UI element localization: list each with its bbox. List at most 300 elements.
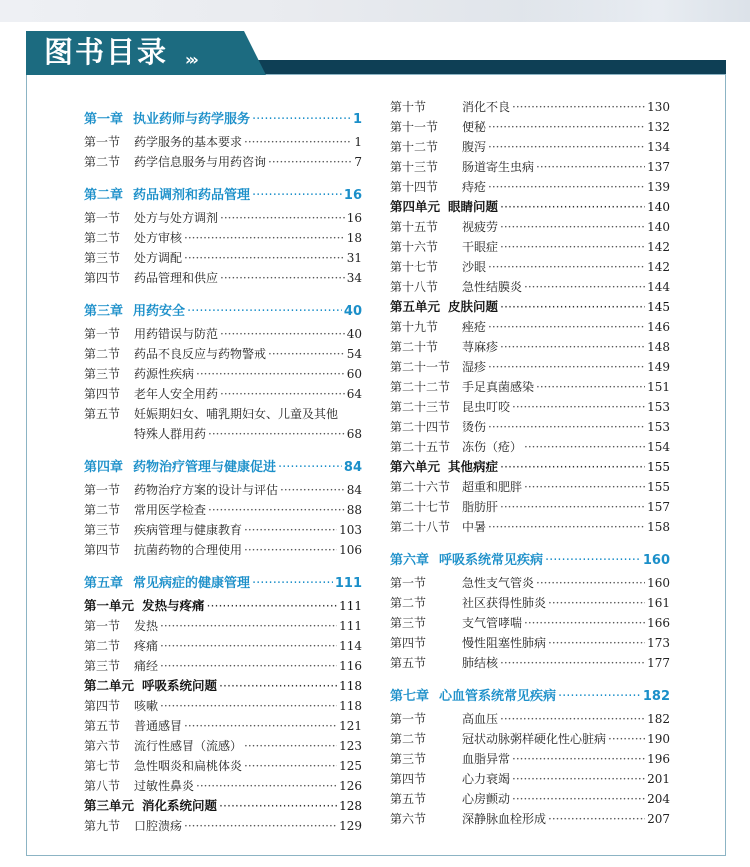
toc-entry[interactable]	[390, 137, 670, 157]
section-page: 121	[339, 719, 362, 733]
toc-entry[interactable]	[390, 477, 670, 497]
leader-dots	[524, 437, 645, 457]
section-number: 第十八节	[390, 280, 439, 294]
leader-dots	[536, 377, 645, 397]
toc-entry[interactable]	[390, 157, 670, 177]
section-number: 第二节	[84, 639, 121, 653]
section-page: 134	[647, 140, 670, 154]
leader-dots	[244, 520, 337, 540]
section-number: 第一节	[84, 211, 121, 225]
section-title: 肺结核	[462, 656, 499, 670]
leader-dots	[488, 137, 645, 157]
section-title: 流行性感冒（流感）	[134, 739, 243, 753]
leader-dots	[220, 384, 345, 404]
section-page: 153	[647, 400, 670, 414]
section-number: 第九节	[84, 819, 121, 833]
toc-entry[interactable]	[84, 500, 362, 520]
section-number: 第四节	[390, 772, 427, 786]
toc-entry[interactable]	[390, 97, 670, 117]
chapter-number: 第四章	[84, 460, 124, 475]
leader-dots	[252, 184, 342, 208]
leader-dots	[545, 549, 641, 573]
section-number: 第十四节	[390, 180, 439, 194]
toc-entry[interactable]	[84, 208, 362, 228]
section-number: 第二十四节	[390, 420, 451, 434]
section-title: 昆虫叮咬	[462, 400, 511, 414]
section-number: 第二节	[390, 732, 427, 746]
section-number: 第三节	[84, 367, 121, 381]
section-number: 第二十二节	[390, 380, 451, 394]
leader-dots	[608, 729, 645, 749]
top-gradient-bar	[0, 0, 750, 22]
unit-4[interactable]	[390, 197, 670, 217]
section-title: 普通感冒	[134, 719, 183, 733]
unit-6[interactable]	[390, 457, 670, 477]
section-number: 第二十一节	[390, 360, 451, 374]
section-title: 支气管哮喘	[462, 616, 523, 630]
leader-dots	[219, 676, 337, 696]
section-title: 药品管理和供应	[134, 271, 219, 285]
chevrons-icon: ›››	[185, 50, 196, 69]
toc-entry[interactable]	[84, 616, 362, 636]
section-page: 132	[647, 120, 670, 134]
section-number: 第十七节	[390, 260, 439, 274]
unit-page: 140	[647, 200, 670, 214]
section-title: 处方调配	[134, 251, 183, 265]
leader-dots	[500, 653, 645, 673]
section-page: 207	[647, 812, 670, 826]
section-title: 视疲劳	[462, 220, 499, 234]
section-page: 111	[339, 619, 362, 633]
section-number: 第三节	[84, 523, 121, 537]
leader-dots	[244, 736, 337, 756]
leader-dots	[160, 636, 337, 656]
leader-dots	[488, 517, 645, 537]
section-number: 第四节	[84, 543, 121, 557]
section-title: 消化不良	[462, 100, 511, 114]
leader-dots	[244, 132, 352, 152]
section-page: 34	[346, 271, 362, 285]
section-page: 31	[346, 251, 362, 265]
leader-dots	[512, 769, 645, 789]
toc-entry[interactable]	[84, 520, 362, 540]
leader-dots	[187, 300, 342, 324]
chapter-6[interactable]	[390, 549, 670, 573]
section-title: 脂肪肝	[462, 500, 499, 514]
toc-entry[interactable]	[84, 228, 362, 248]
unit-number: 第三单元	[84, 798, 135, 813]
toc-entry[interactable]	[84, 268, 362, 288]
leader-dots	[500, 217, 645, 237]
section-title: 发热	[134, 619, 159, 633]
toc-left-column	[84, 108, 362, 836]
leader-dots	[488, 177, 645, 197]
section-number: 第三节	[390, 752, 427, 766]
leader-dots	[548, 633, 645, 653]
section-page: 157	[647, 500, 670, 514]
unit-title: 皮肤问题	[448, 299, 499, 314]
section-number: 第三节	[390, 616, 427, 630]
section-number: 第二节	[390, 596, 427, 610]
section-title: 痔疮	[462, 180, 487, 194]
chapter-4[interactable]	[84, 456, 362, 480]
section-title: 腹泻	[462, 140, 487, 154]
chapter-5[interactable]	[84, 572, 362, 596]
toc-entry[interactable]	[390, 277, 670, 297]
section-page: 118	[339, 699, 362, 713]
section-title: 湿疹	[462, 360, 487, 374]
section-title: 干眼症	[462, 240, 499, 254]
toc-entry[interactable]	[84, 816, 362, 836]
section-title: 冻伤（疮）	[462, 440, 523, 454]
section-title: 心房颤动	[462, 792, 511, 806]
section-number: 第二十三节	[390, 400, 451, 414]
leader-dots	[278, 456, 342, 480]
section-page: 155	[647, 480, 670, 494]
section-page: 64	[346, 387, 362, 401]
toc-entry[interactable]	[390, 593, 670, 613]
section-number: 第一节	[390, 712, 427, 726]
section-page: 18	[346, 231, 362, 245]
leader-dots	[512, 397, 645, 417]
toc-entry[interactable]	[84, 384, 362, 404]
section-title: 抗菌药物的合理使用	[134, 543, 243, 557]
section-title: 处方审核	[134, 231, 183, 245]
unit-1[interactable]	[84, 596, 362, 616]
leader-dots	[488, 117, 645, 137]
leader-dots	[280, 480, 345, 500]
toc-entry[interactable]	[390, 237, 670, 257]
section-page: 7	[354, 155, 362, 169]
section-number: 第四节	[84, 387, 121, 401]
section-title: 口腔溃疡	[134, 819, 183, 833]
unit-number: 第四单元	[390, 199, 441, 214]
toc-entry[interactable]	[390, 809, 670, 829]
leader-dots	[548, 809, 645, 829]
leader-dots	[196, 776, 337, 796]
section-title: 咳嗽	[134, 699, 159, 713]
section-page: 182	[647, 712, 670, 726]
section-title: 血脂异常	[462, 752, 511, 766]
section-number: 第二十七节	[390, 500, 451, 514]
section-page: 148	[647, 340, 670, 354]
leader-dots	[184, 228, 345, 248]
unit-number: 第五单元	[390, 299, 441, 314]
section-page: 154	[647, 440, 670, 454]
unit-3[interactable]	[84, 796, 362, 816]
section-number: 第一节	[84, 483, 121, 497]
section-number: 第一节	[84, 135, 121, 149]
leader-dots	[524, 477, 645, 497]
section-title: 药物治疗方案的设计与评估	[134, 483, 279, 497]
chapter-3[interactable]	[84, 300, 362, 324]
leader-dots	[500, 337, 645, 357]
leader-dots	[208, 424, 345, 444]
unit-number: 第六单元	[390, 459, 441, 474]
toc-entry[interactable]	[390, 257, 670, 277]
leader-dots	[160, 656, 337, 676]
section-page: 103	[339, 523, 362, 537]
chapter-page: 160	[642, 553, 670, 568]
section-page: 160	[647, 576, 670, 590]
chapter-number: 第六章	[390, 553, 430, 568]
section-title: 老年人安全用药	[134, 387, 219, 401]
section-title: 痛经	[134, 659, 159, 673]
section-title: 肠道寄生虫病	[462, 160, 535, 174]
section-number: 第三节	[84, 659, 121, 673]
leader-dots	[252, 572, 333, 596]
toc-entry[interactable]	[84, 736, 362, 756]
leader-dots	[500, 197, 645, 217]
toc-entry[interactable]	[390, 357, 670, 377]
section-number: 第五节	[84, 719, 121, 733]
section-page: 201	[647, 772, 670, 786]
section-page: 84	[346, 483, 362, 497]
toc-entry[interactable]	[390, 117, 670, 137]
toc-entry[interactable]	[84, 540, 362, 560]
chapter-number: 第二章	[84, 188, 124, 203]
section-title: 手足真菌感染	[462, 380, 535, 394]
section-title: 慢性阻塞性肺病	[462, 636, 547, 650]
chapter-2[interactable]	[84, 184, 362, 208]
chapter-page: 16	[343, 188, 362, 203]
toc-entry[interactable]	[390, 437, 670, 457]
section-page: 125	[339, 759, 362, 773]
unit-number: 第二单元	[84, 678, 135, 693]
unit-5[interactable]	[390, 297, 670, 317]
unit-number: 第一单元	[84, 598, 135, 613]
toc-entry[interactable]	[390, 749, 670, 769]
leader-dots	[524, 277, 645, 297]
section-number: 第二十节	[390, 340, 439, 354]
leader-dots	[160, 616, 337, 636]
chapter-page: 111	[334, 576, 362, 591]
leader-dots	[208, 500, 345, 520]
leader-dots	[524, 613, 645, 633]
chapter-page: 182	[642, 689, 670, 704]
section-title: 沙眼	[462, 260, 487, 274]
toc-entry[interactable]	[84, 480, 362, 500]
section-title: 超重和肥胖	[462, 480, 523, 494]
section-title: 心力衰竭	[462, 772, 511, 786]
toc-entry[interactable]	[390, 217, 670, 237]
section-number: 第五节	[84, 407, 121, 421]
section-number: 第四节	[84, 699, 121, 713]
toc-entry[interactable]	[390, 789, 670, 809]
section-page: 173	[647, 636, 670, 650]
toc-entry[interactable]	[390, 337, 670, 357]
section-number: 第五节	[390, 792, 427, 806]
section-page: 144	[647, 280, 670, 294]
section-page: 106	[339, 543, 362, 557]
chapter-number: 第五章	[84, 576, 124, 591]
section-page: 161	[647, 596, 670, 610]
section-page: 151	[647, 380, 670, 394]
section-page: 114	[339, 639, 362, 653]
section-title: 疾病管理与健康教育	[134, 523, 243, 537]
leader-dots	[184, 248, 345, 268]
section-page: 140	[647, 220, 670, 234]
section-title: 急性咽炎和扁桃体炎	[134, 759, 243, 773]
section-number: 第一节	[84, 327, 121, 341]
section-page: 129	[339, 819, 362, 833]
section-title: 处方与处方调剂	[134, 211, 219, 225]
page-title: 图书目录	[44, 35, 169, 69]
section-page: 204	[647, 792, 670, 806]
unit-title: 呼吸系统问题	[142, 678, 218, 693]
unit-title: 发热与疼痛	[142, 598, 205, 613]
chapter-number: 第三章	[84, 304, 124, 319]
section-title: 疼痛	[134, 639, 159, 653]
section-title: 烫伤	[462, 420, 487, 434]
toc-entry[interactable]	[390, 633, 670, 653]
unit-page: 111	[339, 599, 362, 613]
toc-entry[interactable]	[84, 636, 362, 656]
chapter-number: 第一章	[84, 112, 124, 127]
leader-dots	[220, 324, 345, 344]
leader-dots	[268, 152, 352, 172]
chapter-page: 84	[343, 460, 362, 475]
toc-entry[interactable]	[390, 497, 670, 517]
section-title: 冠状动脉粥样硬化性心脏病	[462, 732, 607, 746]
section-title: 过敏性鼻炎	[134, 779, 195, 793]
chapter-title: 心血管系统常见疾病	[439, 689, 557, 704]
section-page: 126	[339, 779, 362, 793]
section-page: 88	[346, 503, 362, 517]
section-number: 第二节	[84, 231, 121, 245]
leader-dots	[488, 417, 645, 437]
toc-entry[interactable]	[390, 653, 670, 673]
section-title: 药学服务的基本要求	[134, 135, 243, 149]
toc-entry[interactable]	[84, 132, 362, 152]
leader-dots	[548, 593, 645, 613]
toc-entry[interactable]	[390, 417, 670, 437]
toc-entry[interactable]	[390, 729, 670, 749]
unit-page: 155	[647, 460, 670, 474]
section-title: 痤疮	[462, 320, 487, 334]
leader-dots	[196, 364, 345, 384]
section-title: 中暑	[462, 520, 487, 534]
leader-dots	[268, 344, 345, 364]
toc-entry[interactable]	[390, 177, 670, 197]
section-page: 68	[346, 427, 362, 441]
toc-entry[interactable]	[84, 324, 362, 344]
section-page: 139	[647, 180, 670, 194]
toc-entry[interactable]	[390, 517, 670, 537]
toc-entry[interactable]	[84, 696, 362, 716]
toc-entry[interactable]	[84, 344, 362, 364]
leader-dots	[220, 268, 345, 288]
toc-entry[interactable]	[84, 404, 362, 424]
toc-entry-continuation[interactable]	[84, 424, 362, 444]
section-number: 第十五节	[390, 220, 439, 234]
section-title: 深静脉血栓形成	[462, 812, 547, 826]
section-title: 荨麻疹	[462, 340, 499, 354]
leader-dots	[512, 789, 645, 809]
chapter-title: 执业药师与药学服务	[133, 112, 251, 127]
section-title: 急性支气管炎	[462, 576, 535, 590]
chapter-1[interactable]	[84, 108, 362, 132]
section-page: 158	[647, 520, 670, 534]
section-title: 药学信息服务与用药咨询	[134, 155, 267, 169]
section-title: 便秘	[462, 120, 487, 134]
leader-dots	[488, 257, 645, 277]
section-number: 第十一节	[390, 120, 439, 134]
section-page: 196	[647, 752, 670, 766]
section-number: 第十二节	[390, 140, 439, 154]
section-number: 第三节	[84, 251, 121, 265]
leader-dots	[536, 157, 645, 177]
leader-dots	[500, 709, 645, 729]
toc-entry[interactable]	[84, 152, 362, 172]
chapter-title: 呼吸系统常见疾病	[439, 553, 544, 568]
section-number: 第二十八节	[390, 520, 451, 534]
leader-dots	[244, 756, 337, 776]
section-title: 药源性疾病	[134, 367, 195, 381]
leader-dots	[536, 573, 645, 593]
section-number: 第七节	[84, 759, 121, 773]
toc-entry[interactable]	[84, 656, 362, 676]
toc-entry[interactable]	[84, 716, 362, 736]
unit-2[interactable]	[84, 676, 362, 696]
section-number: 第四节	[390, 636, 427, 650]
chapter-page: 40	[343, 304, 362, 319]
section-number: 第八节	[84, 779, 121, 793]
leader-dots	[512, 749, 645, 769]
section-number: 第二节	[84, 347, 121, 361]
toc-entry[interactable]	[390, 769, 670, 789]
leader-dots	[220, 208, 345, 228]
toc-entry[interactable]	[390, 613, 670, 633]
leader-dots	[219, 796, 337, 816]
toc-entry[interactable]	[390, 377, 670, 397]
toc-entry[interactable]	[390, 397, 670, 417]
section-title: 用药错误与防范	[134, 327, 219, 341]
toc-entry[interactable]	[390, 573, 670, 593]
section-page: 40	[346, 327, 362, 341]
section-title: 特殊人群用药	[134, 427, 207, 441]
toc-entry[interactable]	[84, 248, 362, 268]
section-number: 第五节	[390, 656, 427, 670]
chapter-title: 用药安全	[133, 304, 186, 319]
leader-dots	[500, 297, 645, 317]
section-number: 第十六节	[390, 240, 439, 254]
section-page: 123	[339, 739, 362, 753]
section-page: 190	[647, 732, 670, 746]
section-page: 60	[346, 367, 362, 381]
section-number: 第二十五节	[390, 440, 451, 454]
section-page: 177	[647, 656, 670, 670]
section-number: 第四节	[84, 271, 121, 285]
toc-entry[interactable]	[84, 776, 362, 796]
section-page: 142	[647, 260, 670, 274]
unit-page: 118	[339, 679, 362, 693]
chapter-7[interactable]	[390, 685, 670, 709]
chapter-number: 第七章	[390, 689, 430, 704]
toc-entry[interactable]	[390, 709, 670, 729]
toc-entry[interactable]	[390, 317, 670, 337]
section-page: 149	[647, 360, 670, 374]
leader-dots	[488, 357, 645, 377]
chapter-title: 药物治疗管理与健康促进	[133, 460, 277, 475]
toc-entry[interactable]	[84, 364, 362, 384]
section-number: 第六节	[84, 739, 121, 753]
chapter-page: 1	[352, 112, 362, 127]
leader-dots	[500, 457, 645, 477]
toc-entry[interactable]	[84, 756, 362, 776]
section-page: 130	[647, 100, 670, 114]
leader-dots	[500, 497, 645, 517]
